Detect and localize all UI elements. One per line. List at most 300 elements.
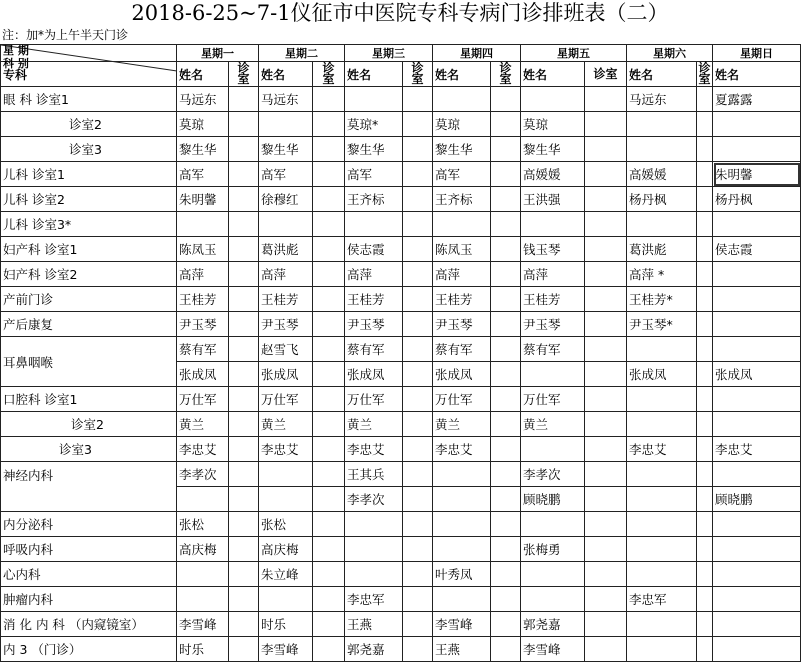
room-cell[interactable] [313,612,345,637]
schedule-cell[interactable]: 朱明馨 [713,162,801,187]
room-cell[interactable] [313,587,345,612]
room-cell[interactable] [491,187,521,212]
schedule-cell[interactable]: 万仕军 [345,387,403,412]
schedule-cell[interactable]: 黎生华 [345,137,403,162]
schedule-cell[interactable]: 高萍 [521,262,585,287]
schedule-cell[interactable]: 张成凤 [433,362,491,387]
room-cell[interactable] [229,162,259,187]
room-cell[interactable] [491,312,521,337]
room-cell[interactable] [491,262,521,287]
schedule-cell[interactable]: 张成凤 [345,362,403,387]
schedule-cell[interactable]: 王燕 [433,637,491,662]
room-cell[interactable] [585,212,627,237]
schedule-cell[interactable] [627,112,697,137]
room-cell[interactable] [491,637,521,662]
schedule-cell[interactable] [433,512,491,537]
schedule-cell[interactable]: 侯志霞 [713,237,801,262]
schedule-cell[interactable]: 赵雪飞 [259,337,313,362]
room-cell[interactable] [585,137,627,162]
schedule-cell[interactable]: 高媛媛 [521,162,585,187]
room-cell[interactable] [313,462,345,487]
schedule-cell[interactable]: 王桂芳 [345,287,403,312]
room-cell[interactable] [229,237,259,262]
room-cell[interactable] [403,587,433,612]
schedule-cell[interactable]: 李忠艾 [259,437,313,462]
room-cell[interactable] [491,562,521,587]
room-cell[interactable] [229,312,259,337]
schedule-cell[interactable] [259,487,313,512]
schedule-cell[interactable]: 尹玉琴 [177,312,229,337]
room-cell[interactable] [491,112,521,137]
schedule-cell[interactable]: 葛洪彪 [259,237,313,262]
room-cell[interactable] [313,362,345,387]
room-cell[interactable] [585,612,627,637]
schedule-cell[interactable]: 尹玉琴 [433,312,491,337]
room-cell[interactable] [403,537,433,562]
table-row [1,262,801,287]
schedule-cell[interactable] [713,112,801,137]
room-cell[interactable] [313,337,345,362]
schedule-cell[interactable]: 李雪峰 [521,637,585,662]
schedule-cell[interactable]: 张松 [177,512,229,537]
schedule-cell[interactable] [713,512,801,537]
room-cell[interactable] [585,437,627,462]
schedule-cell[interactable] [521,587,585,612]
schedule-cell[interactable]: 万仕军 [177,387,229,412]
schedule-cell[interactable] [713,537,801,562]
room-cell[interactable] [585,237,627,262]
schedule-cell[interactable]: 徐穆红 [259,187,313,212]
room-cell[interactable] [403,237,433,262]
schedule-cell[interactable]: 李孝次 [177,462,229,487]
schedule-cell[interactable] [627,387,697,412]
room-cell[interactable] [491,337,521,362]
room-cell[interactable] [585,362,627,387]
schedule-cell[interactable]: 王洪强 [521,187,585,212]
room-cell[interactable] [313,637,345,662]
room-cell[interactable] [403,412,433,437]
room-cell[interactable] [491,287,521,312]
schedule-cell[interactable]: 高萍 [177,262,229,287]
room-cell[interactable] [229,87,259,112]
room-cell[interactable] [229,537,259,562]
schedule-cell[interactable]: 王桂芳* [627,287,697,312]
room-cell[interactable] [491,237,521,262]
schedule-cell[interactable]: 时乐 [177,637,229,662]
room-cell[interactable] [585,312,627,337]
room-cell[interactable] [229,487,259,512]
schedule-cell[interactable] [259,587,313,612]
schedule-cell[interactable] [259,212,313,237]
room-cell[interactable] [313,312,345,337]
room-cell[interactable] [491,137,521,162]
room-cell[interactable] [585,562,627,587]
schedule-cell[interactable]: 郭尧嘉 [521,612,585,637]
schedule-cell[interactable] [713,462,801,487]
schedule-cell[interactable] [713,287,801,312]
room-cell[interactable] [491,387,521,412]
schedule-cell[interactable] [627,212,697,237]
room-cell[interactable] [229,637,259,662]
schedule-cell[interactable]: 高萍 * [627,262,697,287]
room-cell[interactable] [403,362,433,387]
schedule-cell[interactable] [627,512,697,537]
schedule-cell[interactable]: 顾晓鹏 [713,487,801,512]
room-cell[interactable] [697,87,713,112]
room-cell[interactable] [403,387,433,412]
room-cell[interactable] [313,212,345,237]
schedule-cell[interactable] [627,612,697,637]
schedule-cell[interactable]: 万仕军 [521,387,585,412]
room-cell[interactable] [229,387,259,412]
room-cell[interactable] [697,612,713,637]
schedule-cell[interactable] [713,612,801,637]
schedule-cell[interactable] [521,212,585,237]
room-cell[interactable] [403,287,433,312]
schedule-cell[interactable] [345,87,403,112]
schedule-cell[interactable]: 黄兰 [521,412,585,437]
room-cell[interactable] [403,512,433,537]
schedule-cell[interactable]: 马远东 [177,87,229,112]
schedule-cell[interactable] [627,537,697,562]
schedule-cell[interactable]: 莫琼 [177,112,229,137]
schedule-cell[interactable] [259,462,313,487]
room-cell[interactable] [697,187,713,212]
schedule-cell[interactable]: 黄兰 [259,412,313,437]
schedule-cell[interactable] [345,512,403,537]
room-cell[interactable] [313,162,345,187]
schedule-cell[interactable] [627,337,697,362]
schedule-cell[interactable]: 高军 [433,162,491,187]
room-cell[interactable] [229,412,259,437]
schedule-cell[interactable]: 夏露露 [713,87,801,112]
schedule-cell[interactable]: 朱明馨 [177,187,229,212]
schedule-cell[interactable]: 莫琼* [345,112,403,137]
schedule-cell[interactable] [521,437,585,462]
schedule-cell[interactable]: 高军 [345,162,403,187]
room-cell[interactable] [313,287,345,312]
room-cell[interactable] [697,387,713,412]
schedule-cell[interactable]: 王桂芳 [433,287,491,312]
schedule-cell[interactable]: 李忠艾 [433,437,491,462]
schedule-cell[interactable] [627,562,697,587]
room-cell[interactable] [697,287,713,312]
schedule-cell[interactable]: 马远东 [259,87,313,112]
schedule-cell[interactable]: 张成凤 [177,362,229,387]
room-cell[interactable] [585,187,627,212]
room-cell[interactable] [229,337,259,362]
room-cell[interactable] [313,112,345,137]
schedule-cell[interactable] [713,337,801,362]
schedule-cell[interactable] [259,112,313,137]
room-cell[interactable] [697,487,713,512]
schedule-cell[interactable] [713,262,801,287]
schedule-cell[interactable]: 黎生华 [177,137,229,162]
room-cell[interactable] [229,512,259,537]
room-cell[interactable] [313,262,345,287]
room-cell[interactable] [403,212,433,237]
schedule-cell[interactable]: 王齐标 [345,187,403,212]
room-cell[interactable] [229,462,259,487]
schedule-cell[interactable]: 莫琼 [433,112,491,137]
room-cell[interactable] [585,162,627,187]
room-cell[interactable] [313,562,345,587]
room-cell[interactable] [229,187,259,212]
room-cell[interactable] [585,462,627,487]
schedule-cell[interactable] [433,487,491,512]
room-cell[interactable] [313,237,345,262]
schedule-cell[interactable]: 钱玉琴 [521,237,585,262]
schedule-cell[interactable]: 杨丹枫 [627,187,697,212]
room-cell[interactable] [697,237,713,262]
schedule-cell[interactable] [177,562,229,587]
schedule-cell[interactable]: 王桂芳 [177,287,229,312]
schedule-cell[interactable]: 黎生华 [259,137,313,162]
schedule-cell[interactable]: 陈凤玉 [433,237,491,262]
room-cell[interactable] [403,637,433,662]
room-cell[interactable] [585,112,627,137]
room-cell[interactable] [229,362,259,387]
schedule-cell[interactable]: 顾晓鹏 [521,487,585,512]
room-cell[interactable] [585,337,627,362]
schedule-cell[interactable]: 高萍 [345,262,403,287]
room-cell[interactable] [585,262,627,287]
schedule-cell[interactable] [713,562,801,587]
room-cell[interactable] [313,387,345,412]
room-cell[interactable] [585,637,627,662]
room-cell[interactable] [491,412,521,437]
room-cell[interactable] [697,362,713,387]
room-cell[interactable] [585,287,627,312]
schedule-cell[interactable] [627,462,697,487]
schedule-cell[interactable]: 李忠艾 [177,437,229,462]
schedule-cell[interactable] [713,137,801,162]
schedule-cell[interactable]: 王齐标 [433,187,491,212]
schedule-cell[interactable]: 张成凤 [259,362,313,387]
schedule-cell[interactable]: 杨丹枫 [713,187,801,212]
room-cell[interactable] [491,462,521,487]
schedule-cell[interactable] [433,537,491,562]
room-cell[interactable] [313,187,345,212]
schedule-cell[interactable] [433,87,491,112]
schedule-cell[interactable]: 王燕 [345,612,403,637]
schedule-cell[interactable]: 王桂芳 [521,287,585,312]
schedule-cell[interactable] [345,562,403,587]
room-cell[interactable] [697,462,713,487]
room-cell[interactable] [585,412,627,437]
room-cell[interactable] [229,287,259,312]
room-cell[interactable] [403,87,433,112]
room-cell[interactable] [229,437,259,462]
room-cell[interactable] [491,587,521,612]
schedule-cell[interactable]: 葛洪彪 [627,237,697,262]
schedule-cell[interactable]: 时乐 [259,612,313,637]
schedule-cell[interactable]: 高庆梅 [259,537,313,562]
room-cell[interactable] [697,212,713,237]
schedule-cell[interactable]: 万仕军 [433,387,491,412]
room-cell[interactable] [403,337,433,362]
schedule-cell[interactable]: 李忠艾 [627,437,697,462]
room-cell[interactable] [403,262,433,287]
schedule-cell[interactable] [713,412,801,437]
schedule-cell[interactable]: 高军 [177,162,229,187]
schedule-cell[interactable]: 高萍 [433,262,491,287]
room-cell[interactable] [403,187,433,212]
schedule-cell[interactable]: 高萍 [259,262,313,287]
schedule-cell[interactable] [177,587,229,612]
schedule-cell[interactable]: 李忠艾 [713,437,801,462]
schedule-cell[interactable]: 尹玉琴* [627,312,697,337]
room-cell[interactable] [313,137,345,162]
room-cell[interactable] [585,387,627,412]
schedule-cell[interactable]: 张成凤 [713,362,801,387]
room-cell[interactable] [585,537,627,562]
schedule-cell[interactable]: 李忠军 [627,587,697,612]
schedule-cell[interactable] [521,362,585,387]
room-cell[interactable] [403,487,433,512]
schedule-cell[interactable]: 黎生华 [433,137,491,162]
schedule-cell[interactable]: 李忠军 [345,587,403,612]
room-cell[interactable] [403,162,433,187]
room-cell[interactable] [697,262,713,287]
room-cell[interactable] [697,312,713,337]
schedule-cell[interactable] [345,212,403,237]
schedule-cell[interactable]: 陈凤玉 [177,237,229,262]
room-cell[interactable] [697,587,713,612]
room-cell[interactable] [697,337,713,362]
room-cell[interactable] [403,437,433,462]
schedule-cell[interactable]: 李孝次 [345,487,403,512]
room-cell[interactable] [491,212,521,237]
schedule-cell[interactable] [521,87,585,112]
schedule-cell[interactable] [713,637,801,662]
room-cell[interactable] [313,412,345,437]
schedule-cell[interactable]: 李忠艾 [345,437,403,462]
schedule-cell[interactable]: 蔡有军 [177,337,229,362]
room-cell[interactable] [585,587,627,612]
schedule-cell[interactable]: 高庆梅 [177,537,229,562]
schedule-cell[interactable]: 朱立峰 [259,562,313,587]
room-cell[interactable] [313,512,345,537]
room-cell[interactable] [403,462,433,487]
room-cell[interactable] [585,487,627,512]
room-cell[interactable] [229,212,259,237]
schedule-cell[interactable]: 李雪峰 [177,612,229,637]
room-cell[interactable] [491,362,521,387]
room-cell[interactable] [491,162,521,187]
room-cell[interactable] [585,87,627,112]
room-cell[interactable] [697,537,713,562]
schedule-cell[interactable]: 高媛媛 [627,162,697,187]
schedule-cell[interactable] [713,587,801,612]
schedule-cell[interactable]: 王桂芳 [259,287,313,312]
room-cell[interactable] [697,562,713,587]
schedule-cell[interactable] [177,212,229,237]
schedule-cell[interactable] [433,587,491,612]
schedule-cell[interactable] [521,562,585,587]
schedule-cell[interactable] [177,487,229,512]
schedule-cell[interactable]: 万仕军 [259,387,313,412]
room-cell[interactable] [491,512,521,537]
schedule-cell[interactable]: 尹玉琴 [259,312,313,337]
room-cell[interactable] [697,437,713,462]
room-cell[interactable] [229,262,259,287]
schedule-cell[interactable]: 郭尧嘉 [345,637,403,662]
schedule-cell[interactable] [627,137,697,162]
schedule-cell[interactable]: 马远东 [627,87,697,112]
room-cell[interactable] [491,437,521,462]
schedule-cell[interactable]: 李雪峰 [433,612,491,637]
room-cell[interactable] [697,162,713,187]
schedule-cell[interactable]: 蔡有军 [521,337,585,362]
schedule-cell[interactable] [627,487,697,512]
schedule-cell[interactable] [713,212,801,237]
schedule-cell[interactable]: 蔡有军 [433,337,491,362]
room-cell[interactable] [697,112,713,137]
schedule-cell[interactable] [521,512,585,537]
schedule-cell[interactable]: 黄兰 [433,412,491,437]
room-cell[interactable] [697,137,713,162]
schedule-cell[interactable]: 蔡有军 [345,337,403,362]
schedule-cell[interactable]: 李雪峰 [259,637,313,662]
room-cell[interactable] [313,537,345,562]
room-cell[interactable] [403,312,433,337]
schedule-cell[interactable]: 黄兰 [345,412,403,437]
room-cell[interactable] [697,412,713,437]
schedule-cell[interactable] [433,462,491,487]
schedule-cell[interactable]: 侯志霞 [345,237,403,262]
schedule-cell[interactable]: 王其兵 [345,462,403,487]
schedule-cell[interactable] [627,412,697,437]
room-cell[interactable] [697,512,713,537]
schedule-cell[interactable]: 叶秀凤 [433,562,491,587]
room-cell[interactable] [491,612,521,637]
room-cell[interactable] [313,487,345,512]
room-cell[interactable] [403,612,433,637]
schedule-cell[interactable] [345,537,403,562]
room-cell[interactable] [229,112,259,137]
schedule-cell[interactable] [713,312,801,337]
schedule-cell[interactable]: 莫琼 [521,112,585,137]
room-cell[interactable] [229,612,259,637]
room-cell[interactable] [313,437,345,462]
room-cell[interactable] [491,487,521,512]
schedule-cell[interactable]: 尹玉琴 [521,312,585,337]
schedule-cell[interactable]: 尹玉琴 [345,312,403,337]
schedule-cell[interactable] [627,637,697,662]
room-cell[interactable] [697,637,713,662]
schedule-cell[interactable] [713,387,801,412]
room-cell[interactable] [229,587,259,612]
schedule-cell[interactable] [433,212,491,237]
room-cell[interactable] [491,87,521,112]
schedule-cell[interactable]: 张梅勇 [521,537,585,562]
schedule-cell[interactable]: 李孝次 [521,462,585,487]
schedule-cell[interactable]: 高军 [259,162,313,187]
room-cell[interactable] [585,512,627,537]
schedule-cell[interactable]: 张成凤 [627,362,697,387]
room-cell[interactable] [313,87,345,112]
schedule-cell[interactable]: 黄兰 [177,412,229,437]
room-cell[interactable] [403,112,433,137]
room-cell[interactable] [403,137,433,162]
schedule-cell[interactable]: 张松 [259,512,313,537]
room-cell[interactable] [229,562,259,587]
room-cell[interactable] [491,537,521,562]
schedule-cell[interactable]: 黎生华 [521,137,585,162]
room-cell[interactable] [403,562,433,587]
room-cell[interactable] [229,137,259,162]
